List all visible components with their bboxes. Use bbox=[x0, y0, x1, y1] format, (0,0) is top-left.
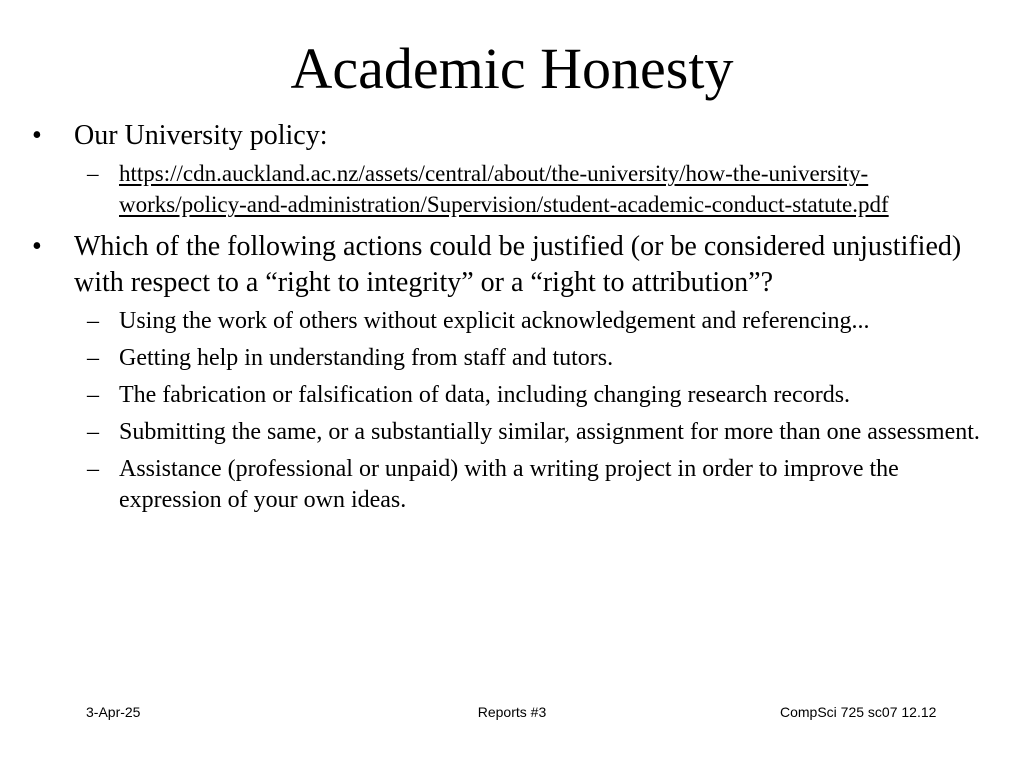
dash-icon: – bbox=[87, 382, 99, 408]
bullet-item-question bbox=[32, 229, 992, 301]
dash-icon: – bbox=[87, 161, 99, 186]
dash-icon: – bbox=[87, 419, 99, 445]
bullet-text: Which of the following actions could be justified (or be considered unjustified) with respect to a “right to integrity” or a “right to attribution”? bbox=[74, 231, 962, 298]
sub-item-text: Getting help in understanding from staff and tutors. bbox=[119, 345, 614, 371]
sub-item-text: The fabrication or falsification of data, including changing research records. bbox=[119, 382, 851, 408]
dash-icon: – bbox=[87, 456, 99, 482]
footer-course: CompSci 725 sc07 12.12 bbox=[780, 704, 937, 720]
dash-icon: – bbox=[87, 308, 99, 334]
sub-item-policy-link bbox=[32, 158, 992, 220]
sub-item-action bbox=[32, 306, 992, 337]
bullet-text: Our University policy: bbox=[74, 120, 328, 151]
sub-item-text: Using the work of others without explicit acknowledgement and referencing... bbox=[119, 308, 870, 334]
bullet-icon: • bbox=[32, 120, 42, 151]
dash-icon: – bbox=[87, 345, 99, 371]
sub-item-text: Submitting the same, or a substantially similar, assignment for more than one assessment. bbox=[119, 419, 980, 445]
footer-title: Reports #3 bbox=[477, 704, 547, 720]
sub-item-action bbox=[32, 343, 992, 374]
sub-item-action bbox=[32, 454, 992, 516]
sub-item-text: Assistance (professional or unpaid) with a writing project in order to improve the expression of your own ideas. bbox=[119, 456, 899, 513]
bullet-item-policy bbox=[32, 118, 992, 154]
footer-date: 3-Apr-25 bbox=[86, 704, 141, 720]
bullet-icon: • bbox=[32, 231, 42, 262]
slide-title: Academic Honesty bbox=[290, 36, 734, 101]
policy-link[interactable]: https://cdn.auckland.ac.nz/assets/central/about/the-university/how-the-university-works/policy-and-administration/Supervision/student-academic-conduct-statute.pdf bbox=[119, 161, 889, 217]
slide-content bbox=[32, 118, 992, 522]
sub-item-action bbox=[32, 380, 992, 411]
sub-item-action bbox=[32, 417, 992, 448]
